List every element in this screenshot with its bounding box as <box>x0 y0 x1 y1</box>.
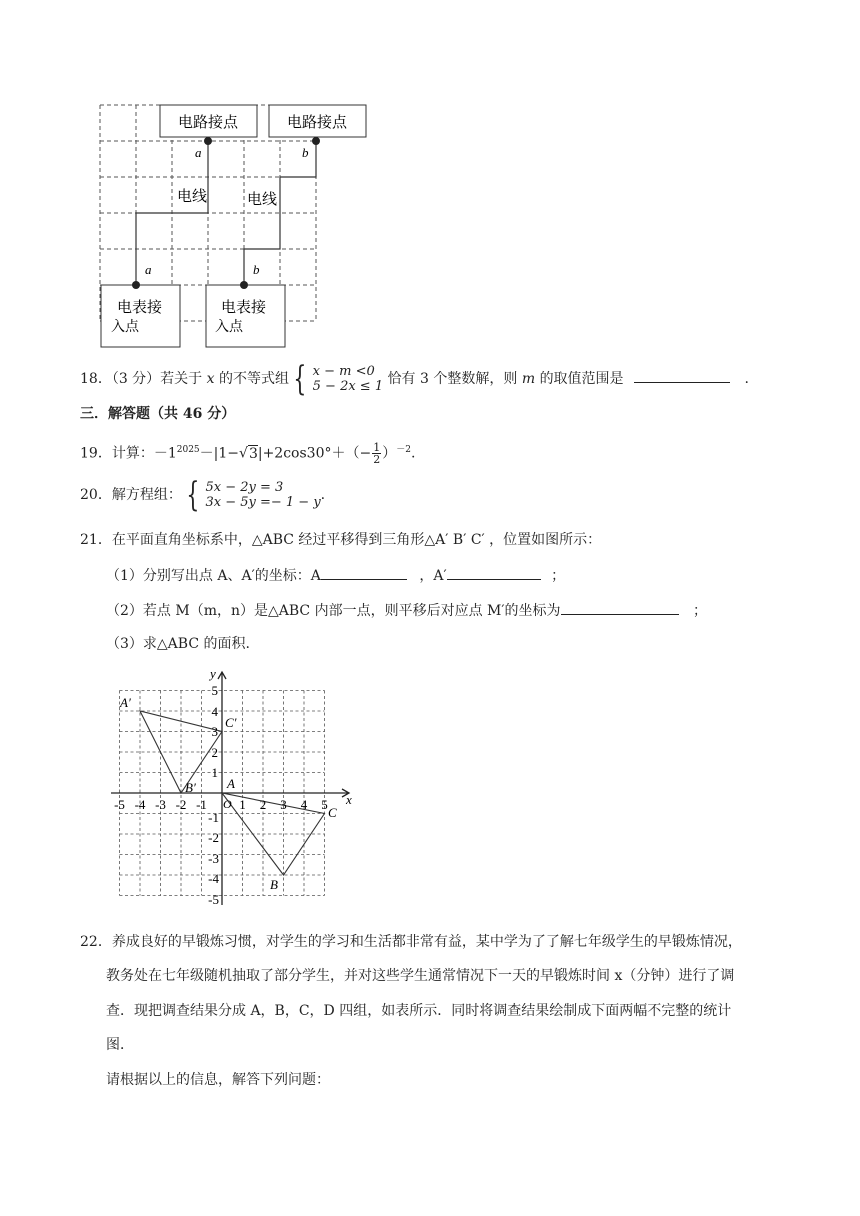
q22-line2: 教务处在七年级随机抽取了部分学生，并对这些学生通常情况下一天的早锻炼时间 x（分钟）进行了调 <box>106 968 735 984</box>
q21-part-3: （3）求△ABC 的面积. <box>106 636 250 652</box>
q19-prefix: 计算：－1 <box>111 445 177 462</box>
y-tick: 3 <box>211 724 218 739</box>
bottom-box-2-line2: 入点 <box>215 320 243 335</box>
q18-inequality-system: { x − m <0 5 − 2x ≤ 1 <box>293 359 384 399</box>
x-axis-label: x <box>346 792 352 807</box>
q22-line3: 查．现把调查结果分成 A，B，C，D 四组，如表所示．同时将调查结果绘制成下面两幅不完整的统计 <box>106 1003 732 1019</box>
label-a-top: a <box>195 145 202 160</box>
q21-answer-A[interactable] <box>321 565 407 580</box>
x-tick-labels <box>114 797 328 812</box>
q20-number: 20． <box>80 487 112 503</box>
bottom-box-1-line2: 入点 <box>111 320 139 335</box>
y-tick-labels <box>208 683 219 907</box>
circuit-figure <box>95 100 375 350</box>
q18-number: 18． <box>80 371 112 387</box>
label-b-top: b <box>302 145 309 160</box>
q22-line5: 请根据以上的信息，解答下列问题： <box>106 1072 330 1088</box>
label-b-bottom: b <box>253 262 260 277</box>
q19-fraction <box>372 442 381 465</box>
dot-a-top <box>204 137 212 145</box>
q19-exp: 2025 <box>176 445 200 455</box>
y-tick: -3 <box>208 851 219 866</box>
q19-number: 19． <box>80 445 112 462</box>
y-tick: 5 <box>211 683 218 698</box>
q22-number: 22． <box>80 934 112 950</box>
q19-frac-den: 2 <box>373 453 381 467</box>
q21-text: 在平面直角坐标系中，△ABC 经过平移得到三角形△A′ B′ C′ ，位置如图所示： <box>111 532 602 548</box>
q18-score: （3 分）若关于 <box>111 371 203 387</box>
q18-end: . <box>744 371 749 387</box>
y-tick: -2 <box>208 830 219 845</box>
y-tick: -5 <box>208 892 219 907</box>
x-tick: -4 <box>134 797 146 812</box>
bottom-box-1 <box>101 285 180 347</box>
q21-p2-end: ； <box>693 603 707 619</box>
q18-answer-blank[interactable] <box>634 368 730 383</box>
q21-p1-mid: ，A′ <box>419 568 447 584</box>
x-tick: -1 <box>196 797 207 812</box>
wire-label-1: 电线 <box>177 189 208 205</box>
section-3-title: 三．解答题（共 46 分） <box>80 406 236 422</box>
x-tick: 5 <box>321 797 328 812</box>
y-tick: -1 <box>208 810 219 825</box>
q20-line2: 3x − 5y =− 1 − y <box>205 495 321 510</box>
question-21 <box>80 530 601 550</box>
point-label-A: A <box>227 776 235 791</box>
point-label-C1: C′ <box>225 715 237 730</box>
q18-text-a: 的不等式组 <box>219 371 289 387</box>
x-tick: -5 <box>114 797 125 812</box>
question-22-line1 <box>80 932 742 952</box>
origin-label: O <box>223 797 232 811</box>
q19-mid1: －|1− <box>199 445 240 462</box>
y-tick: 2 <box>211 745 218 760</box>
x-tick: -3 <box>155 797 166 812</box>
top-box-1-label: 电路接点 <box>177 115 239 131</box>
q20-line1: 5x − 2y = 3 <box>205 480 284 495</box>
q21-p1-end: ； <box>551 568 566 584</box>
x-tick: -2 <box>175 797 187 812</box>
q19-mid2: |+2cos30°＋（− <box>257 445 372 462</box>
q19-frac-num: 1 <box>373 441 381 455</box>
x-tick: 2 <box>259 797 267 812</box>
y-tick: 1 <box>211 765 218 780</box>
point-label-B: B <box>270 877 278 892</box>
bottom-box-1-line1: 电表接 <box>117 300 163 316</box>
q21-p1-prefix: （1）分别写出点 A、A′的坐标：A <box>106 568 321 584</box>
point-label-A1: A′ <box>120 695 131 710</box>
question-18 <box>80 359 749 399</box>
q18-var-x: x <box>206 371 215 387</box>
q19-neg-exp: －2 <box>396 445 411 455</box>
q20-text: 解方程组： <box>111 487 182 503</box>
y-tick: -4 <box>208 871 219 886</box>
q21-answer-A1[interactable] <box>447 565 541 580</box>
coordinate-graph <box>106 665 361 915</box>
q18-line1: x − m <0 <box>312 364 375 379</box>
q19-end: . <box>410 445 416 462</box>
q19-sqrt: 3 <box>248 445 258 462</box>
x-tick: 1 <box>239 797 246 812</box>
q18-text-b: 恰有 3 个整数解，则 <box>387 371 518 387</box>
q20-end: . <box>320 487 326 503</box>
q18-text-c: 的取值范围是 <box>539 371 624 387</box>
dot-b-top <box>312 137 320 145</box>
bottom-box-2 <box>206 285 285 347</box>
point-label-C: C <box>328 805 337 820</box>
point-label-B1: B′ <box>185 780 196 795</box>
q21-part-2 <box>106 600 707 621</box>
dot-a-bottom <box>132 281 140 289</box>
x-tick: 4 <box>300 797 308 812</box>
label-a-bottom: a <box>145 262 152 277</box>
q18-var-m: m <box>521 371 536 387</box>
y-axis-label: y <box>210 666 216 681</box>
dot-b-bottom <box>240 281 248 289</box>
question-19: 19．计算：$-1^{2025}-|1-√3|+2\cos 30^\circ+(-$ $\frac{1}{2}$ ）$^{-2}$. <box>80 441 416 467</box>
y-tick: 4 <box>211 704 218 719</box>
q21-p2-prefix: （2）若点 M（m，n）是△ABC 内部一点，则平移后对应点 M′的坐标为 <box>106 603 561 619</box>
q21-answer-M1[interactable] <box>561 600 679 615</box>
q19-close: ） <box>382 445 397 462</box>
q22-line1: 养成良好的早锻炼习惯，对学生的学习和生活都非常有益，某中学为了了解七年级学生的早锻炼情况， <box>111 934 742 950</box>
top-box-2-label: 电路接点 <box>286 115 348 131</box>
wire-label-2: 电线 <box>247 192 278 208</box>
q22-line4: 图． <box>106 1037 134 1053</box>
bottom-box-2-line1: 电表接 <box>221 300 267 316</box>
q18-line2: 5 − 2x ≤ 1 <box>312 379 384 394</box>
q21-part-1 <box>106 565 565 586</box>
q20-equation-system: { 5x − 2y = 3 3x − 5y =− 1 − y <box>186 475 321 515</box>
question-20 <box>80 475 326 515</box>
x-tick: 3 <box>280 797 287 812</box>
q21-number: 21． <box>80 532 112 548</box>
